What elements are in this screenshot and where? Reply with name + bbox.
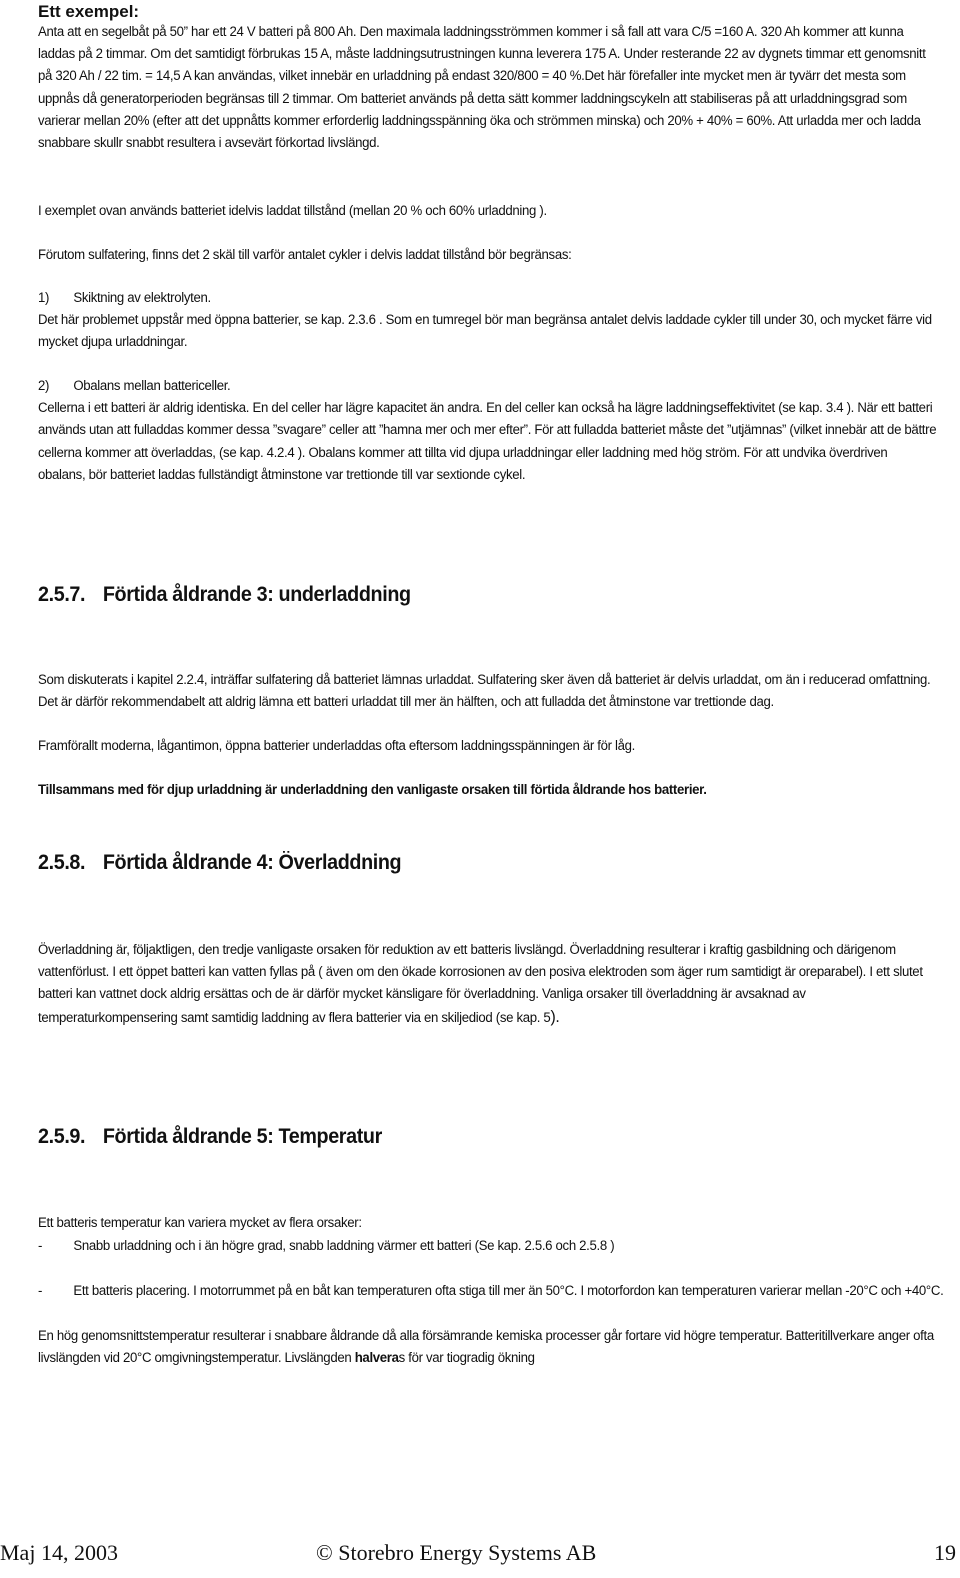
example-summary: I exemplet ovan används batteriet idelvis laddat tillstånd (mellan 20 % och 60% urladdning ).	[38, 203, 547, 219]
section-heading-259	[38, 1125, 382, 1149]
section-257-number: 2.5.7.	[38, 583, 86, 606]
reason-2	[38, 375, 938, 486]
reason-2-body: Cellerna i ett batteri är aldrig identiska. En del celler har lägre kapacitet än andra. En del celler kan också ha lägre laddningseffektivitet (se kap. 3.4 ). När ett batteri används utan att fulladdas kommer dessa ”svagare” celler att ”hamna mer och mer efter”. För att fulladda batteriet måste det ”utjämnas” (vilket innebär att de bättre cellerna kommer att överladdas, (se kap. 4.2.4 ). Obalans kommer att tillta vid djupa urladdningar eller laddning med hög ström. För att undvika överdriven obalans, bör batteriet laddas fullständigt åtminstone var trettionde till var sextionde cykel.	[38, 400, 937, 483]
section-257-emphasis: Tillsammans med för djup urladdning är underladdning den vanligaste orsaken till förtida åldrande hos batterier.	[38, 782, 707, 798]
section-257-paragraph-2: Framförallt moderna, lågantimon, öppna batterier underladdas ofta eftersom laddningsspänningen är för låg.	[38, 738, 636, 754]
section-259-bullet-1	[38, 1235, 960, 1257]
section-259-bullet-2	[38, 1280, 960, 1302]
reason-1-heading: Skiktning av elektrolyten.	[73, 290, 211, 306]
bullet-text: Snabb urladdning och i än högre grad, snabb laddning värmer ett batteri (Se kap. 2.5.6 och 2.5.8 )	[73, 1238, 615, 1254]
section-259-paragraph	[38, 1325, 938, 1369]
section-259-text-end: s för var tiogradig ökning	[398, 1350, 535, 1367]
section-259-text: En hög genomsnittstemperatur resulterar i snabbare åldrande då alla försämrande kemiska processer går fortare vid högre temperatur. Batteritillverkare anger ofta livslängden vid 20°C omgivningstemperatur. Livslängden	[38, 1328, 934, 1367]
section-259-title: Förtida åldrande 5: Temperatur	[102, 1125, 382, 1148]
section-heading-258	[38, 851, 401, 875]
footer-company: © Storebro Energy Systems AB	[316, 1540, 597, 1565]
reason-2-number: 2)	[38, 378, 50, 394]
section-258-text-end: ).	[550, 1006, 560, 1026]
footer-page-number: 19	[934, 1540, 956, 1565]
reason-1-number: 1)	[38, 290, 50, 306]
section-258-number: 2.5.8.	[38, 851, 86, 874]
section-259-bold-word: halvera	[354, 1350, 399, 1367]
bullet-dash: -	[38, 1238, 43, 1254]
section-258-text: Överladdning är, följaktligen, den tredje vanligaste orsaken för reduktion av ett batteris livslängd. Överladdning resulterar i kraftig gasbildning och därigenom vattenförlust. I ett öppet batteri kan vatten fyllas på ( även om den ökade korrosionen av den posiva elektroden som äger rum samtidigt är oreparabel). I ett slutet batteri kan vattnet dock aldrig ersättas och de är därför mycket känsligare för överladdning. Vanliga orsaker till överladdning är avsaknad av temperaturkompensering samt samtidig laddning av flera batterier via en skiljediod (se kap. 5	[38, 942, 923, 1026]
reason-1	[38, 287, 938, 354]
example-title: Ett exempel:	[38, 2, 140, 21]
example-paragraph: Anta att en segelbåt på 50” har ett 24 V batteri på 800 Ah. Den maximala laddningsströmmen kommer i så fall att vara C/5 =160 A. 320 Ah kommer att kunna laddas på 2 timmar. Om det samtidigt förbrukas 15 A, måste laddningsutrustningen kunna leverera 175 A. Under resterande 22 av dygnets timmar ett genomsnitt på 320 Ah / 22 tim. = 14,5 A kan användas, vilket innebär en urladdning på endast 320/800 = 40 %.Det här förefaller inte mycket men är tyvärr det mesta som uppnås då generatorperioden begränsas till 2 timmar. Om batteriet används på detta sätt kommer laddningscykeln att stabiliseras på att urladdningsgrad som varierar mellan 20% (efter att det uppnåtts kommer erforderlig laddningsspänning öka och strömmen minska) och 20% + 40% = 60%. Att urladda mer och ladda snabbare skullr snabbt resultera i avsevärt förkortad livslängd.	[38, 24, 926, 152]
reason-1-body: Det här problemet uppstår med öppna batterier, se kap. 2.3.6 . Som en tumregel bör man begränsa antalet delvis laddade cykler till under 30, och mycket färre vid mycket djupa urladdningar.	[38, 312, 932, 351]
bullet-text: Ett batteris placering. I motorrummet på en båt kan temperaturen ofta stiga till mer än 50°C. I motorfordon kan temperaturen varierar mellan -20°C och +40°C.	[73, 1283, 944, 1300]
bullet-dash: -	[38, 1283, 43, 1300]
section-heading-257	[38, 583, 411, 607]
page-footer	[0, 1540, 960, 1570]
section-257-paragraph: Som diskuterats i kapitel 2.2.4, inträffar sulfatering då batteriet lämnas urladdat. Sulfatering sker även då batteriet är delvis urladdat, om än i reducerad omfattning. Det är därför rekommendabelt att aldrig lämna ett batteri urladdat till mer än hälften, och att fulladda det åtminstone var trettionde dag.	[38, 672, 931, 711]
section-258-title: Förtida åldrande 4: Överladdning	[102, 851, 402, 874]
reason-1-heading-line	[38, 287, 938, 309]
footer-date: Maj 14, 2003	[0, 1540, 118, 1565]
section-258-paragraph	[38, 939, 938, 1029]
section-259-number: 2.5.9.	[38, 1125, 86, 1148]
reason-2-heading: Obalans mellan battericeller.	[73, 378, 231, 394]
reason-2-heading-line	[38, 375, 938, 397]
section-257-title: Förtida åldrande 3: underladdning	[102, 583, 411, 606]
section-259-intro: Ett batteris temperatur kan variera mycket av flera orsaker:	[38, 1215, 362, 1231]
example-intro: Förutom sulfatering, finns det 2 skäl till varför antalet cykler i delvis laddat tillstånd bör begränsas:	[38, 247, 572, 263]
